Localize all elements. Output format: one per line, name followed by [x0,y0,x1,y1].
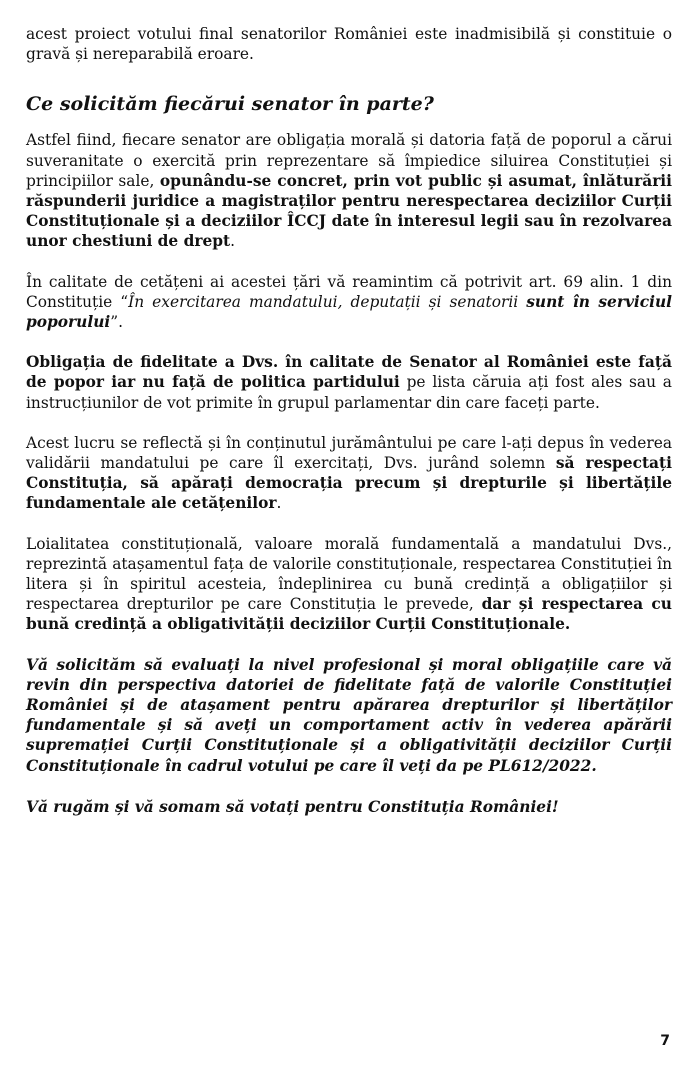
paragraph-fidelity-text: pe lista căruia ați fost ales sau a instrucțiunilor de vot primite în grupul parlamentar din care faceți parte. [26,373,672,412]
paragraph-oath-end: . [276,494,282,513]
paragraph-request: Vă solicităm să evaluați la nivel profesional și moral obligațiile care vă revin din perspectiva datoriei de fidelitate față de valorile Constituției României și de atașament pentru apărarea drepturilor și libertăților fundamentale și să aveți un comportament activ în vederea apărării supremației Curții Constituționale și a obligativității deciziilor Curții Constituționale în cadrul votului pe care îl veți da pe PL612/2022. [26,655,672,775]
paragraph-loyalty-text: Loialitatea constituțională, valoare morală fundamentală a mandatului Dvs., reprezintă atașamentul fața de valorile constituționale, respectarea Constituției în litera și în spiritul acesteia, îndeplinirea cu bună credință a obligațiilor și respectarea drepturilor pe care Constituția le prevede, [26,534,672,614]
paragraph-article-69 [26,272,672,333]
paragraph-obligation [26,130,672,251]
constitution-quote-emphasis: sunt în serviciul poporului [26,292,673,332]
paragraph-obligation-emphasis: opunându-se concret, prin vot public și asumat, înlăturării răspunderii juridice a magistraților pentru nerespectarea deciziilor Curții Constituționale și a deciziilor ÎCCJ date în interesul legii sau în rezolvarea unor chestiuni de drept [26,171,673,251]
paragraph-fidelity [26,352,672,413]
section-heading: Ce solicităm fiecărui senator în parte? [26,93,434,116]
paragraph-fidelity-emphasis: Obligația de fidelitate a Dvs. în calitate de Senator al României este față de popor iar nu față de politica partidului [26,353,672,392]
paragraph-closing: Vă rugăm și vă somam să votați pentru Constituția României! [26,797,559,816]
constitution-quote: În exercitarea mandatului, deputații și senatorii [128,292,527,311]
paragraph-oath [26,433,672,514]
page-number: 7 [660,1033,670,1049]
paragraph-article-69-end: ”. [110,313,124,332]
paragraph-obligation-end: . [230,232,236,251]
paragraph-loyalty [26,534,672,635]
paragraph-intro: acest proiect votului final senatorilor României este inadmisibilă și constituie o gravă și nereparabilă eroare. [26,25,672,64]
paragraph-obligation-text: Astfel fiind, fiecare senator are obligația morală și datoria față de poporul a cărui suveranitate o exercită prin reprezentare să împiedice siluirea Constituției și principiilor sale, [26,131,672,190]
paragraph-oath-text: Acest lucru se reflectă și în conținutul jurământului pe care l-ați depus în vederea validării mandatului pe care îl exercitați, Dvs. jurând solemn [26,433,672,473]
paragraph-article-69-text: În calitate de cetățeni ai acestei țări vă reamintim că potrivit art. 69 alin. 1 din Constituție “ [26,272,672,311]
paragraph-oath-emphasis: să respectați Constituția, să apărați democrația precum și drepturile și libertățile fundamentale ale cetățenilor [26,454,672,513]
paragraph-loyalty-emphasis: dar și respectarea cu bună credință a obligativității deciziilor Curții Constituționale. [26,595,672,634]
